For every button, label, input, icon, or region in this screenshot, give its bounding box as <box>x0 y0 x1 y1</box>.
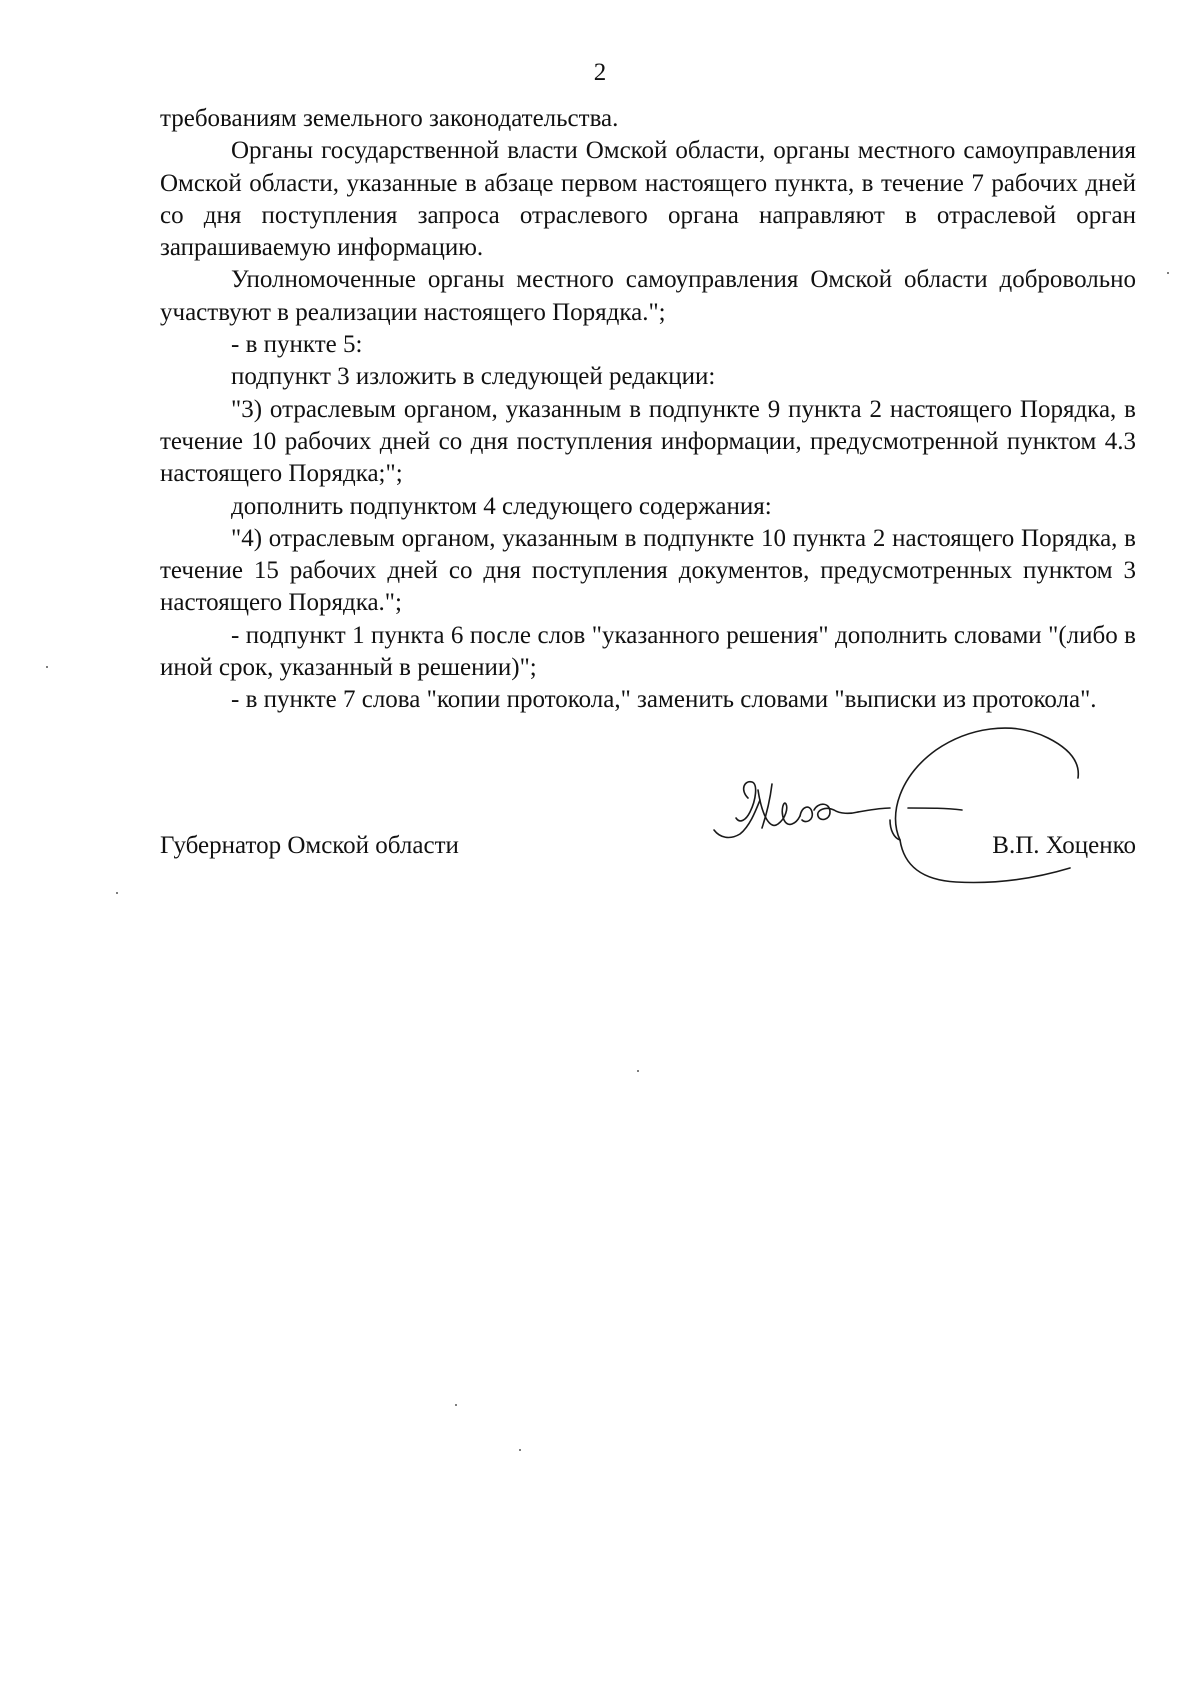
page-number: 2 <box>593 59 607 86</box>
paragraph: Уполномоченные органы местного самоуправления Омской области добровольно участвуют в реализации настоящего Порядка."; <box>160 266 1136 326</box>
scan-speck <box>46 666 48 668</box>
paragraph: подпункт 3 изложить в следующей редакции: <box>231 363 716 391</box>
document-body <box>160 103 1136 717</box>
paragraph: Органы государственной власти Омской области, органы местного самоуправления Омской области, указанные в абзаце первом настоящего пункта, в течение 7 рабочих дней со дня поступления запроса отраслевого органа направляют в отраслевой орган запрашиваемую информацию. <box>160 137 1136 262</box>
signatory-title: Губернатор Омской области <box>160 832 459 859</box>
scan-speck <box>1167 272 1169 274</box>
paragraph: требованиям земельного законодательства. <box>160 105 619 132</box>
scan-speck <box>455 1404 457 1406</box>
paragraph: - подпункт 1 пункта 6 после слов "указанного решения" дополнить словами "(либо в иной срок, указанный в решении)"; <box>160 621 1136 682</box>
paragraph: "4) отраслевым органом, указанным в подпункте 10 пункта 2 настоящего Порядка, в течение 15 рабочих дней со дня поступления документов, предусмотренных пунктом 3 настоящего Порядка."; <box>160 524 1136 617</box>
paragraph: - в пункте 5: <box>231 331 363 359</box>
signatory-name: В.П. Хоценко <box>992 832 1136 859</box>
scan-speck <box>519 1449 521 1451</box>
paragraph: дополнить подпунктом 4 следующего содержания: <box>231 492 772 520</box>
scan-speck <box>637 1070 639 1072</box>
paragraph: - в пункте 7 слова "копии протокола," заменить словами "выписки из протокола". <box>231 686 1097 714</box>
handwritten-signature <box>700 720 1140 900</box>
scan-speck <box>116 892 118 894</box>
paragraph: "3) отраслевым органом, указанным в подпункте 9 пункта 2 настоящего Порядка, в течение 10 рабочих дней со дня поступления информации, предусмотренной пунктом 4.3 настоящего Порядка;"; <box>160 395 1136 488</box>
